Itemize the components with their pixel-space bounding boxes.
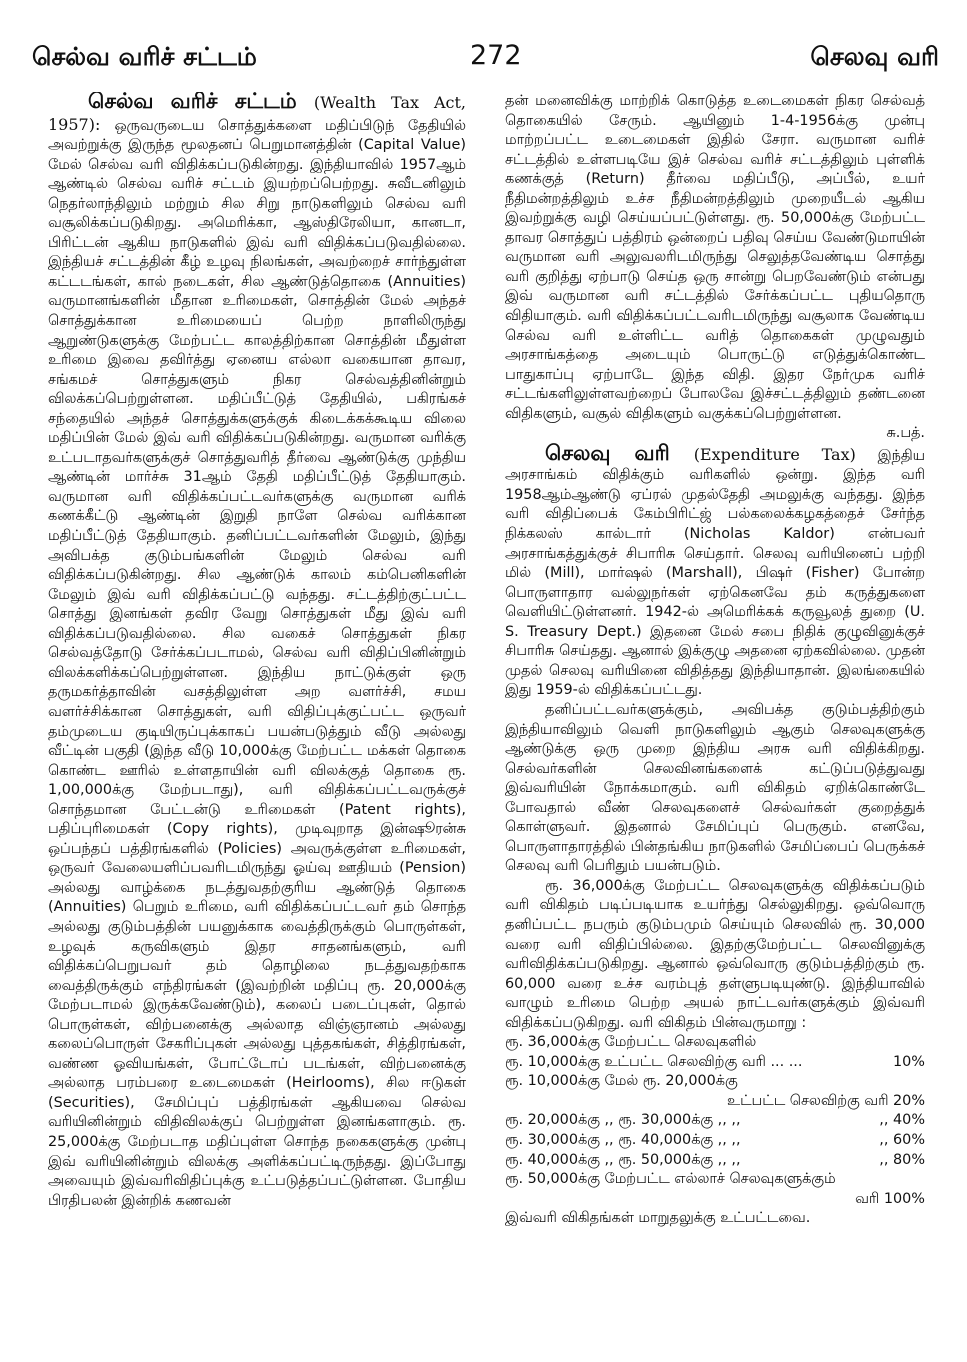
rate-row [505,1190,925,1210]
rate-row [505,1151,925,1171]
expenditure-tax-article [505,440,925,701]
rate-label: ரூ. 10,000க்கு உட்பட்ட செலவிற்கு வரி ... ... [505,1053,803,1070]
rate-value: உட்பட்ட செலவிற்கு வரி 20% [727,1092,925,1109]
rate-label: ரூ. 20,000க்கு ,, ரூ. 30,000க்கு ,, ,, [505,1112,741,1129]
rate-row [505,1092,925,1112]
rate-row [505,1072,925,1092]
wealth-tax-continuation: தன் மனைவிக்கு மாற்றிக் கொடுத்த உடைமைகள் நிகர செல்வத் தொகையில் சேரும். ஆயினும் 1-4-1956க்கு முன்பு மாற்றப்பட்ட உடைமைகள் இதில் சேரா. வருமான வரிச் சட்டத்தில் உள்ளபடியே இச் செல்வ வரிச் சட்டத்திலும் புள்ளிக் கணக்குத் (Return) தீர்வை மதிப்பீடு, அப்பீல், உயர் நீதிமன்றத்திலும் உச்ச நீதிமன்றத்திலும் முறையீடல் ஆகிய இவற்றுக்கு வழி செய்யப்பட்டுள்ளது. ரூ. 50,000க்கு மேற்பட்ட தாவர சொத்துப் பத்திரம் ஒன்றைப் பதிவு செய்ய வேண்டுமாயின் வருமான வரி அலுவலரிடமிருந்து செலுத்தவேண்டிய சொத்து வரி குறித்து ஏற்பாடு செய்த ஒரு சான்று பெறவேண்டும் என்பது இவ் வருமான வரி சட்டத்தில் சேர்க்கப்பட்ட புதியதொரு விதியாகும். வரி விதிக்கப்பட்டவரிடமிருந்து வசூலாக வேண்டிய செல்வ வரி உள்ளிட்ட வரித் தொகைகள் முழுவதும் அரசாங்கத்தை அடையும் பொருட்டு எடுத்துக்கொண்ட பாதுகாப்பு ஏற்பாடே இந்த விதி. இதர நேர்முக வரிச் சட்டங்களிலுள்ளவற்றைப் போலவே இச்சட்டத்திலும் தண்டனை விதிகளும், வசூல் விதிகளும் வகுக்கப்பெற்றுள்ளன. [505,93,925,422]
wealth-tax-heading: செல்வ வரிச் சட்டம் [88,92,314,113]
wealth-tax-body: ஒருவருடைய சொத்துக்களை மதிப்பிடுந் தேதியில் அவற்றுக்கு இருந்த மூலதனப் பெறுமானத்தின் (Capital Value) மேல் செல்வ வரி விதிக்கப்படுகின்றது. இந்தியாவில் 1957ஆம் ஆண்டில் செல்வ வரிச் சட்டம் இயற்றப்பெற்றது. சுவீடனிலும் நெதர்லாந்திலும் மற்றும் சில சிறு நாடுகளிலும் செல்வ வரி வசூலிக்கப்படுகிறது. அமெரிக்கா, ஆஸ்திரேலியா, கானடா, பிரிட்டன் ஆகிய நாடுகளில் இவ் வரி விதிக்கப்படுவதில்லை. இந்தியச் சட்டத்தின் கீழ் உழவு நிலங்கள், அவற்றைச் சார்ந்துள்ள கட்டடங்கள், கால் நடைகள், சில ஆண்டுத்தொகை (Annuities) வருமானங்களின் மீதான உரிமைகள், சொத்தின் மேல் அந்தச் சொத்துக்கான உரிமையைப் பெற்ற நாளிலிருந்து ஆறுண்டுகளுக்கு மேற்பட்ட காலத்திற்கான சொத்தின் மீதுள்ள உரிமை இவை தவிர்த்து ஏனைய எல்லா வகையான தாவர, சங்கமச் சொத்துகளும் நிகர செல்வத்தினின்றும் விலக்கப்பெற்றுள்ளன. மதிப்பீட்டுத் தேதியில், பகிரங்கச் சந்தையில் அந்தச் சொத்துக்களுக்குக் கிடைக்கக்கூடிய விலை மதிப்பின் மேல் இவ் வரி விதிக்கப்படுகின்றது. வருமான வரிக்கு உட்படாதவர்களுக்குச் சொத்துவரித் தீர்வை ஆண்டுக்கு முந்திய ஆண்டின் மார்ச்சு 31ஆம் தேதி மதிப்பீட்டுத் தேதியாகும். வருமான வரி விதிக்கப்பட்டவர்களுக்கு வருமான வரிக் கணக்கீட்டு ஆண்டின் இறுதி நாளே செல்வ வரிக்கான மதிப்பீட்டுத் தேதியாகும். தனிப்பட்டவர்களின் மேலும், இந்து அவிபக்த குடும்பங்களின் மேலும் செல்வ வரி விதிக்கப்படுகின்றது. சில ஆண்டுக் காலம் கம்பெனிகளின் மேலும் இவ் வரி விதிக்கப்பட்டு வந்தது. சட்டத்திற்குட்பட்ட சொத்து இனங்கள் தவிர வேறு சொத்துகள் மீது இவ் வரி விதிக்கப்படுவதில்லை. சில வகைச் சொத்துகள் நிகர செல்வத்தோடு சேர்க்கப்படாமல், செல்வ வரி விதிப்பினின்றும் விலக்களிக்கப்பெற்றுள்ளன. இந்திய நாட்டுக்குள் ஒரு தருமகர்த்தாவின் வசத்திலுள்ள அற வளர்ச்சி, சமய வளர்ச்சிக்கான சொத்துகள், வரி விதிப்புக்குட்பட்ட ஒருவர் தம்முடைய குடியிருப்புக்காகப் பயன்படுத்தும் வீடு அல்லது வீட்டின் பகுதி (இந்த வீடு 10,000க்கு மேற்பட்ட மக்கள் தொகை கொண்ட ஊரில் உள்ளதாயின் வரி விலக்குத் தொகை ரூ. 1,00,000க்கு மேற்படாது), வரி விதிக்கப்பட்டவருக்குச் சொந்தமான பேட்டன்டு உரிமைகள் (Patent rights), பதிப்புரிமைகள் (Copy rights), முடிவுறாத இன்ஷூரன்சு ஒப்பந்தப் பத்திரங்களில் (Policies) அவருக்குள்ள உரிமைகள், ஒருவர் வேலையளிப்பவரிடமிருந்து ஓய்வு ஊதியம் (Pension) அல்லது வாழ்க்கை நடத்துவதற்குரிய ஆண்டுத் தொகை (Annuities) பெறும் உரிமை, வரி விதிக்கப்பட்டவர் தம் சொந்த அல்லது குடும்பத்தின் பயனுக்காக வைத்திருக்கும் பொருள்கள், உழவுக் கருவிகளும் இதர சாதனங்களும், வரி விதிக்கப்பெறுபவர் தம் தொழிலை நடத்துவதற்காக வைத்திருக்கும் எந்திரங்கள் (இவற்றின் மதிப்பு ரூ. 20,000க்கு மேற்படாமல் இருக்கவேண்டும்), கலைப் படைப்புகள், தொல் பொருள்கள், விற்பனைக்கு அல்லாத விஞ்ஞானம் அல்லது கலைப்பொருள் சேகரிப்புகள் அல்லது புத்தகங்கள், சித்திரங்கள், வண்ண ஓவியங்கள், போட்டோப் படங்கள், விற்பனைக்கு அல்லாத பரம்பரை உடைமைகள் (Heirlooms), சில ஈடுகள் (Securities), சேமிப்புப் பத்திரங்கள் ஆகியவை செல்வ வரியினின்றும் விதிவிலக்குப் பெற்றுள்ள இனங்களாகும். ரூ. 25,000க்கு மேற்படாத மதிப்புள்ள சொந்த நகைகளுக்கு முன்பு இவ் வரியினின்றும் விலக்கு அளிக்கப்பட்டிருந்தது. இப்போது அவையும் இவ்வரிவிதிப்புக்கு உட்படுத்தப்பட்டுள்ளன. போதிய பிரதிபலன் இன்றிக் கணவன் [48,117,466,1209]
expenditure-tax-para2: தனிப்பட்டவர்களுக்கும், அவிபக்த குடும்பத்திற்கும் இந்தியாவிலும் வெளி நாடுகளிலும் ஆகும் செலவுகளுக்கு ஆண்டுக்கு ஒரு முறை இந்திய அரசு வரி விதிக்கிறது. செல்வர்களின் செலவினங்களைக் கட்டுப்படுத்துவது இவ்வரியின் நோக்கமாகும். வரி விகிதம் ஏறிக்கொண்டே போவதால் வீண் செலவுகளைச் செல்வர்கள் குறைத்துக் கொள்ளுவர். இதனால் சேமிப்புப் பெருகும். எனவே, பொருளாதாரத்தில் பின்தங்கிய நாடுகளில் சேமிப்பைப் பெருக்கச் செலவு வரி பெரிதும் பயன்படும். [505,701,925,875]
closing-note: இவ்வரி விகிதங்கள் மாறுதலுக்கு உட்பட்டவை. [505,1210,811,1227]
rate-label: ரூ. 40,000க்கு ,, ரூ. 50,000க்கு ,, ,, [505,1151,741,1168]
rate-row [505,1033,925,1053]
rate-row [505,1170,925,1190]
rate-value: ,, 40% [879,1112,925,1129]
header-right-title: செலவு வரி [810,42,939,71]
rate-value: ,, 60% [879,1131,925,1148]
wealth-tax-article [48,92,466,1211]
page-number: 272 [470,40,522,71]
rate-label: ரூ. 30,000க்கு ,, ரூ. 40,000க்கு ,, ,, [505,1131,741,1148]
rate-label: ரூ. 50,000க்கு மேற்பட்ட எல்லாச் செலவுகளுக்கும் [505,1171,836,1188]
header-left-title: செல்வ வரிச் சட்டம் [32,42,257,71]
expenditure-tax-para1: இந்திய அரசாங்கம் விதிக்கும் வரிகளில் ஒன்று. இந்த வரி 1958ஆம்ஆண்டு ஏப்ரல் முதல்தேதி அமலுக்கு வந்தது. இந்த வரி விதிப்பைக் கேம்பிரிட்ஜ் பல்கலைக்கழகத்தைச் சேர்ந்த நிக்கலஸ் கால்டார் (Nicholas Kaldor) என்பவர் அரசாங்கத்துக்குச் சிபாரிசு செய்தார். செலவு வரியினைப் பற்றி மில் (Mill), மார்ஷல் (Marshall), பிஷர் (Fisher) போன்ற பொருளாதார வல்லுநர்கள் ஏற்கெனவே தம் கருத்துகளை வெளியிட்டுள்ளனர். 1942-ல் அமெரிக்கக் கருவூலத் துறை (U. S. Treasury Dept.) இதனை மேல் சபை நிதிக் குழுவினுக்குச் சிபாரிசு செய்தது. ஆனால் இக்குழு அதனை ஏற்கவில்லை. முதன் முதல் செலவு வரியினை விதித்தது இந்தியாதான். இலங்கையில் இது 1959-ல் விதிக்கப்பட்டது. [505,447,925,699]
expenditure-tax-heading-english: (Expenditure Tax) [693,444,878,464]
wealth-tax-heading-english: (Wealth Tax Act, 1957): [48,93,466,134]
rate-row [505,1111,925,1131]
page-header [32,42,939,82]
rate-row [505,1131,925,1151]
rate-value: வரி 100% [855,1190,925,1207]
author-signature: சு.பத். [886,425,925,442]
expenditure-tax-heading: செலவு வரி [545,440,694,465]
rate-row [505,1053,925,1073]
rates-intro: ரூ. 36,000க்கு மேற்பட்ட செலவுகளில் [505,1034,757,1051]
left-column [48,92,466,1342]
expenditure-tax-para3: ரூ. 36,000க்கு மேற்பட்ட செலவுகளுக்கு விதிக்கப்படும் வரி விகிதம் படிப்படியாக உயர்ந்து செல்லுகிறது. ஒவ்வொரு தனிப்பட்ட நபரும் குடும்பமும் செய்யும் செலவில் ரூ. 30,000 வரை வரி விதிப்பில்லை. இதற்குமேற்பட்ட செலவினுக்கு வரிவிதிக்கப்படுகிறது. ஆனால் ஒவ்வொரு குடும்பத்திற்கும் ரூ. 60,000 வரை உச்ச வரம்புத் தள்ளுபடியுண்டு. இந்தியாவில் வாழும் உரிமை பெற்ற அயல் நாட்டவர்களுக்கும் இவ்வரி விதிக்கப்படுகிறது. வரி விகிதம் பின்வருமாறு : [505,877,925,1031]
rate-value: ,, 80% [879,1151,925,1168]
rate-label: ரூ. 10,000க்கு மேல் ரூ. 20,000க்கு [505,1073,738,1090]
right-column [505,92,925,1342]
rate-value: 10% [893,1053,925,1070]
tax-rate-table [505,1033,925,1209]
